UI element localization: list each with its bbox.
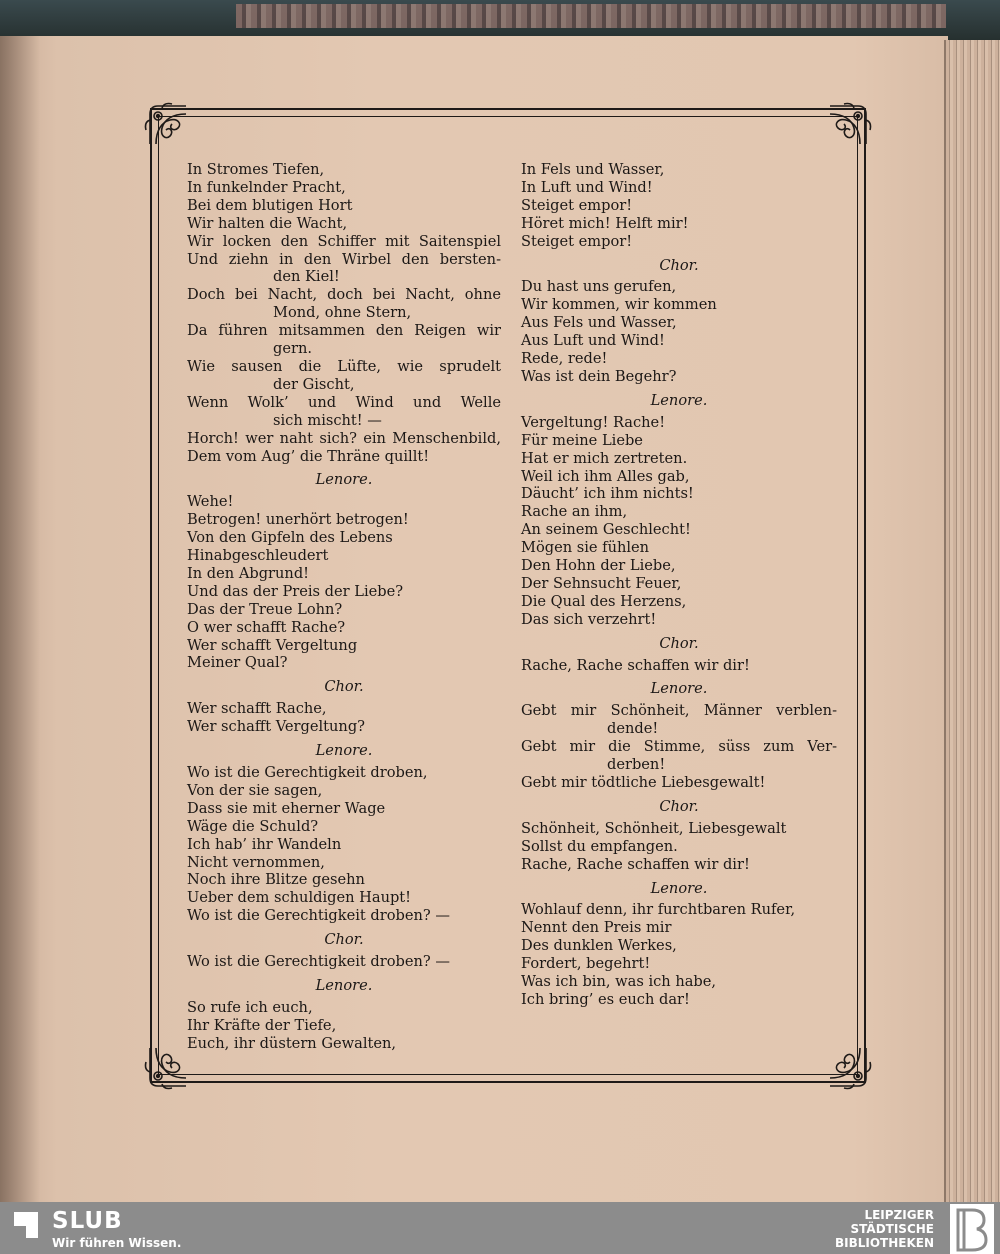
- verse-line: An seinem Geschlecht!: [521, 521, 691, 539]
- verse-line: Das der Treue Lohn?: [187, 600, 343, 618]
- verse-line: Rache, Rache schaffen wir dir!: [521, 855, 750, 873]
- slub-tagline: Wir führen Wissen.: [52, 1236, 182, 1250]
- verse-line: Gebt mir die Stimme, süss zum Ver-: [521, 738, 837, 756]
- verse-line: Den Hohn der Liebe,: [521, 557, 676, 575]
- verse-line: Doch bei Nacht, doch bei Nacht, ohne: [187, 286, 501, 304]
- verse-line: Wohlauf denn, ihr furchtbaren Rufer,: [521, 901, 796, 919]
- verse-line: Hat er mich zertreten.: [521, 449, 688, 467]
- frame-corner-ornament-icon: [822, 1040, 874, 1092]
- verse-line: Rede, rede!: [521, 350, 608, 368]
- verse-line: Und das der Preis der Liebe?: [187, 582, 404, 600]
- verse-line: Wir locken den Schiffer mit Saitenspiel: [187, 232, 501, 250]
- speaker-label: Lenore.: [650, 391, 708, 409]
- verse-line: Ueber dem schuldigen Haupt!: [187, 889, 412, 907]
- verse-line: Euch, ihr düstern Gewalten,: [187, 1034, 397, 1052]
- verse-line: Gebt mir tödtliche Liebesgewalt!: [521, 774, 766, 791]
- verse-line: Meiner Qual?: [187, 654, 288, 672]
- verse-line: Ich bring’ es euch dar!: [521, 990, 690, 1008]
- verse-line: Höret mich! Helft mir!: [521, 214, 689, 232]
- verse-line: Der Sehnsucht Feuer,: [521, 574, 682, 592]
- verse-line: Wer schafft Vergeltung: [187, 636, 358, 654]
- verse-line: Wer schafft Vergeltung?: [187, 718, 365, 736]
- verse-line: Gebt mir Schönheit, Männer verblen-: [521, 702, 837, 720]
- frame-corner-ornament-icon: [822, 100, 874, 152]
- verse-line: Wo ist die Gerechtigkeit droben? —: [187, 907, 450, 925]
- verse-line: Von den Gipfeln des Lebens: [187, 529, 393, 547]
- verse-line: Rache an ihm,: [521, 503, 628, 521]
- verse-line: Wir halten die Wacht,: [187, 214, 348, 232]
- verse-line: Weil ich ihm Alles gab,: [521, 467, 690, 485]
- speaker-label: Lenore.: [650, 680, 708, 698]
- verse-line: Rache, Rache schaffen wir dir!: [521, 656, 750, 674]
- verse-line: Ich hab’ ihr Wandeln: [187, 835, 342, 853]
- verse-line: Hinabgeschleudert: [187, 547, 329, 565]
- speaker-label: Chor.: [659, 797, 699, 815]
- speaker-label: Chor.: [324, 678, 364, 696]
- speaker-label: Chor.: [324, 931, 364, 949]
- verse-line: Nicht vernommen,: [187, 853, 325, 871]
- speaker-label: Lenore.: [315, 471, 373, 489]
- verse-line: Was ist dein Begehr?: [521, 367, 677, 385]
- verse-line: Von der sie sagen,: [187, 781, 323, 799]
- verse-line: Aus Luft und Wind!: [521, 332, 665, 350]
- verse-line: Die Qual des Herzens,: [521, 592, 687, 610]
- verse-line: Mond, ohne Stern,: [273, 304, 412, 322]
- library-name-line: STÄDTISCHE: [850, 1222, 934, 1236]
- verse-line: gern.: [273, 340, 312, 358]
- verse-line: Dass sie mit eherner Wage: [187, 799, 386, 817]
- verse-line: Vergeltung! Rache!: [521, 413, 666, 431]
- verse-line: Fordert, begehrt!: [521, 955, 651, 973]
- verse-line: Steiget empor!: [521, 196, 633, 214]
- footer-bar: [0, 1202, 1000, 1254]
- verse-line: Schönheit, Schönheit, Liebesgewalt: [521, 819, 787, 837]
- text-column-left: [187, 161, 501, 1053]
- verse-line: Wir kommen, wir kommen: [521, 296, 717, 314]
- verse-line: In den Abgrund!: [187, 564, 310, 582]
- verse-line: In funkelnder Pracht,: [187, 178, 346, 196]
- library-name-line: LEIPZIGER: [864, 1208, 934, 1222]
- verse-line: Wo ist die Gerechtigkeit droben? —: [187, 953, 450, 971]
- verse-line: In Luft und Wind!: [521, 178, 653, 196]
- verse-line: So rufe ich euch,: [187, 998, 313, 1016]
- verse-line: Mögen sie fühlen: [521, 539, 650, 557]
- verse-line: Des dunklen Werkes,: [521, 937, 677, 955]
- speaker-label: Chor.: [659, 634, 699, 652]
- verse-line: Noch ihre Blitze gesehn: [187, 871, 365, 889]
- verse-line: derben!: [607, 756, 666, 774]
- verse-line: Ihr Kräfte der Tiefe,: [187, 1016, 337, 1034]
- speaker-label: Chor.: [659, 256, 699, 274]
- gutter-shadow: [0, 36, 40, 1202]
- verse-line: O wer schafft Rache?: [187, 618, 346, 636]
- library-name-line: BIBLIOTHEKEN: [834, 1236, 934, 1250]
- text-column-right: [521, 161, 837, 1009]
- verse-line: Da führen mitsammen den Reigen wir: [187, 322, 501, 340]
- verse-line: der Gischt,: [273, 375, 355, 393]
- verse-line: Wehe!: [187, 493, 234, 511]
- slub-logo-icon: [12, 1210, 40, 1240]
- verse-line: Nennt den Preis mir: [521, 919, 672, 937]
- library-logo-icon: [950, 1204, 994, 1254]
- verse-line: Betrogen! unerhört betrogen!: [187, 511, 409, 529]
- verse-line: Was ich bin, was ich habe,: [521, 973, 717, 991]
- speaker-label: Lenore.: [315, 976, 373, 994]
- book-binding-strip: [236, 4, 946, 28]
- verse-line: Sollst du empfangen.: [521, 837, 678, 855]
- speaker-label: Lenore.: [315, 742, 373, 760]
- verse-line: dende!: [607, 720, 659, 738]
- verse-line: sich mischt! —: [273, 411, 382, 429]
- speaker-label: Lenore.: [650, 879, 708, 897]
- verse-line: Aus Fels und Wasser,: [521, 314, 677, 332]
- page-edges: [944, 40, 1000, 1202]
- verse-line: In Fels und Wasser,: [521, 161, 665, 178]
- verse-line: Wie sausen die Lüfte, wie sprudelt: [187, 357, 501, 375]
- verse-line: Däucht’ ich ihm nichts!: [521, 485, 694, 503]
- verse-line: Und ziehn in den Wirbel den bersten-: [187, 250, 501, 268]
- library-name: [835, 1208, 934, 1250]
- verse-line: In Stromes Tiefen,: [187, 161, 325, 178]
- verse-line: Du hast uns gerufen,: [521, 278, 677, 296]
- verse-line: Wenn Wolk’ und Wind und Welle: [187, 393, 501, 411]
- verse-line: den Kiel!: [273, 268, 340, 286]
- verse-line: Wo ist die Gerechtigkeit droben,: [187, 764, 428, 781]
- verse-line: Wäge die Schuld?: [187, 817, 319, 835]
- verse-line: Bei dem blutigen Hort: [187, 196, 353, 214]
- slub-name: SLUB: [52, 1208, 123, 1234]
- verse-line: Dem vom Aug’ die Thräne quillt!: [187, 447, 430, 465]
- verse-line: Wer schafft Rache,: [187, 700, 327, 718]
- verse-line: Steiget empor!: [521, 232, 633, 250]
- verse-line: Für meine Liebe: [521, 431, 643, 449]
- verse-line: Das sich verzehrt!: [521, 610, 657, 628]
- verse-line: Horch! wer naht sich? ein Menschenbild,: [187, 429, 501, 447]
- frame-corner-ornament-icon: [142, 100, 194, 152]
